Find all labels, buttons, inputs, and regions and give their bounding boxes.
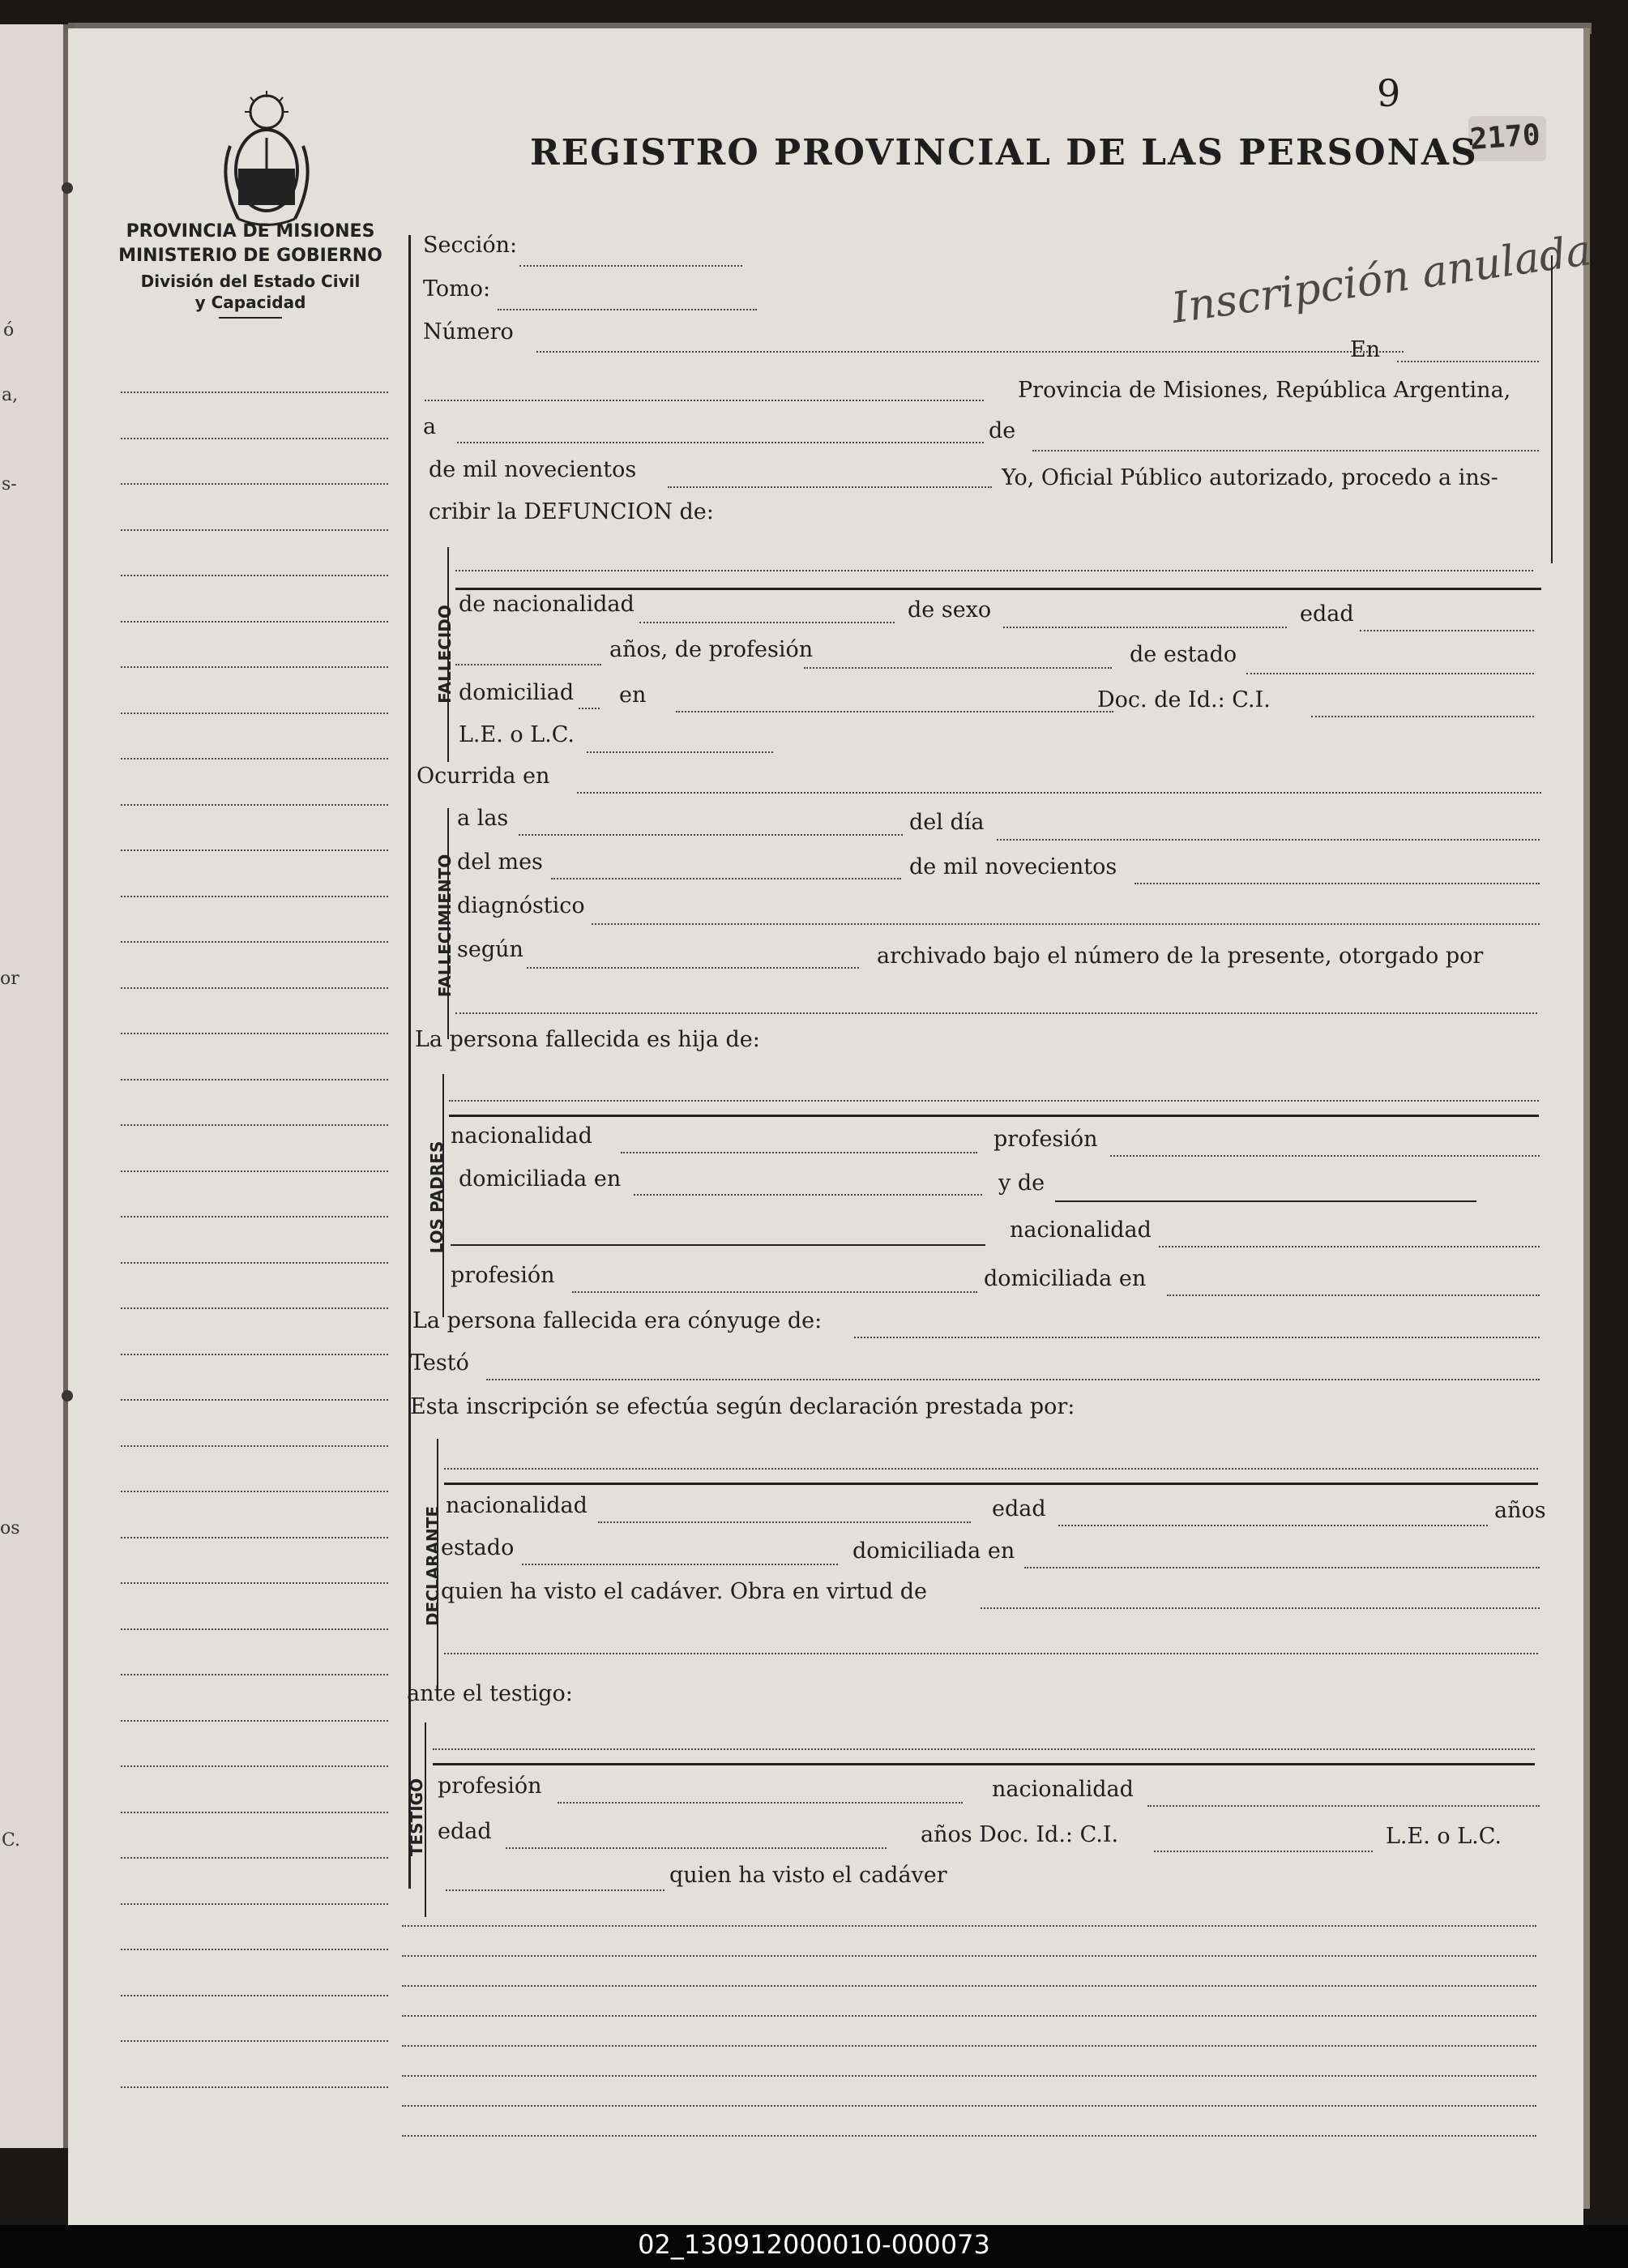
form-right-rule	[1551, 255, 1553, 563]
declarante-estado-label: estado	[441, 1535, 515, 1560]
fallecido-sexo-label: de sexo	[908, 597, 992, 623]
a-label: a	[423, 414, 437, 439]
fallecido-domiciliado-suffix-field[interactable]	[579, 708, 600, 709]
fecha-dia-field[interactable]	[457, 442, 984, 443]
padre-domicilio-field[interactable]	[634, 1194, 982, 1196]
coat-of-arms-icon	[214, 89, 319, 231]
fallecido-doc-label: Doc. de Id.: C.I.	[1097, 687, 1271, 712]
ante-testigo-label: ante el testigo:	[407, 1681, 573, 1706]
segun-field[interactable]	[527, 967, 859, 969]
testigo-profesion-label: profesión	[438, 1774, 542, 1799]
padres-nacionalidad-label: nacionalidad	[451, 1123, 592, 1149]
heading-underline	[219, 317, 282, 319]
declarante-nombre-rule	[444, 1483, 1538, 1485]
margin-note-line[interactable]	[121, 1903, 388, 1905]
segun-label: según	[457, 937, 523, 962]
margin-note-line[interactable]	[121, 1307, 388, 1309]
del-mes-label: del mes	[457, 849, 543, 875]
observaciones-line[interactable]	[402, 2075, 1536, 2077]
margin-note-line[interactable]	[121, 2086, 388, 2088]
declarante-side-label: DECLARANTE	[423, 1505, 442, 1627]
ocurrida-label: Ocurrida en	[417, 764, 550, 789]
padres-side-label: LOS PADRES	[427, 1140, 447, 1254]
fallecido-profesion-field[interactable]	[804, 667, 1112, 669]
province-heading: PROVINCIA DE MISIONES	[126, 221, 375, 242]
fallecido-estado-field[interactable]	[1246, 673, 1534, 674]
prev-page-fragment: os	[0, 1518, 20, 1538]
inscripcion-label: Esta inscripción se efectúa según declaración prestada por:	[410, 1394, 1075, 1419]
margin-note-line[interactable]	[121, 1170, 388, 1172]
form-left-rule	[408, 235, 411, 1889]
ministry-heading: MINISTERIO DE GOBIERNO	[118, 246, 382, 266]
margin-note-line[interactable]	[121, 1537, 388, 1538]
padres-domiciliada2-label: domiciliada en	[984, 1266, 1147, 1291]
margin-note-line[interactable]	[121, 666, 388, 668]
margin-note-line[interactable]	[121, 529, 388, 531]
observaciones-line[interactable]	[402, 2015, 1536, 2017]
margin-note-line[interactable]	[121, 1857, 388, 1859]
testigo-nacionalidad-field[interactable]	[1147, 1805, 1540, 1807]
register-stamp: 2170	[1468, 118, 1541, 156]
margin-note-line[interactable]	[121, 621, 388, 623]
margin-note-line[interactable]	[121, 804, 388, 806]
padre-nacionalidad-field[interactable]	[621, 1152, 977, 1153]
margin-note-line[interactable]	[121, 1216, 388, 1217]
fallecido-edad-field[interactable]	[1360, 630, 1534, 631]
fallecido-profesion-label: años, de profesión	[609, 637, 814, 662]
madre-domicilio-field[interactable]	[1167, 1294, 1540, 1296]
margin-note-line[interactable]	[121, 483, 388, 485]
fallecido-estado-label: de estado	[1130, 642, 1237, 667]
testigo-ci-field[interactable]	[1154, 1851, 1373, 1852]
fallecido-nacionalidad-label: de nacionalidad	[459, 592, 635, 617]
observaciones-line[interactable]	[402, 2105, 1536, 2107]
margin-note-line[interactable]	[121, 1995, 388, 1996]
declarante-cadaver-label: quien ha visto el cadáver. Obra en virtud de	[441, 1579, 928, 1604]
testigo-le-lc-label: L.E. o L.C.	[1386, 1824, 1502, 1849]
ocurrida-field[interactable]	[577, 792, 1541, 794]
mil-novecientos-label: de mil novecientos	[429, 457, 637, 482]
cancellation-signature: Inscripción anulada	[1169, 225, 1595, 334]
madre-nombre-field[interactable]	[1055, 1200, 1476, 1202]
del-dia-label: del día	[909, 810, 985, 835]
numero-field[interactable]	[536, 351, 1404, 353]
fallecimiento-anio-field[interactable]	[1134, 883, 1540, 884]
testigo-le-lc-field[interactable]	[446, 1889, 664, 1891]
fallecido-edad-label: edad	[1300, 601, 1354, 627]
diagnostico-label: diagnóstico	[457, 893, 585, 918]
fallecido-le-lc-label: L.E. o L.C.	[459, 722, 575, 747]
margin-note-line[interactable]	[121, 1445, 388, 1447]
declarante-domiciliada-label: domiciliada en	[852, 1538, 1015, 1564]
margin-note-line[interactable]	[121, 987, 388, 989]
tomo-label: Tomo:	[423, 276, 491, 302]
testigo-doc-label: años Doc. Id.: C.I.	[921, 1822, 1119, 1847]
file-id: 02_130912000010-000073	[638, 2229, 990, 2260]
a-las-label: a las	[457, 806, 509, 831]
fallecido-sexo-field[interactable]	[1003, 627, 1287, 628]
declarante-edad-field[interactable]	[1058, 1525, 1488, 1526]
seccion-field[interactable]	[519, 265, 742, 267]
declarante-estado-field[interactable]	[522, 1564, 838, 1565]
margin-note-line[interactable]	[121, 2040, 388, 2042]
prev-page-fragment: ó	[3, 320, 15, 340]
margin-note-line[interactable]	[121, 1582, 388, 1584]
margin-note-line[interactable]	[121, 1262, 388, 1264]
document-title: REGISTRO PROVINCIAL DE LAS PERSONAS	[530, 132, 1478, 173]
margin-note-line[interactable]	[121, 712, 388, 714]
testigo-edad-field[interactable]	[506, 1847, 887, 1849]
margin-note-line[interactable]	[121, 1674, 388, 1675]
margin-note-line[interactable]	[121, 392, 388, 393]
binding-hole	[62, 182, 73, 194]
fecha-anio-field[interactable]	[668, 486, 992, 488]
obra-en-virtud-field[interactable]	[981, 1607, 1540, 1609]
padre-nombre-rule	[449, 1115, 1539, 1117]
prev-page-fragment: or	[0, 969, 19, 989]
padre-nombre-field[interactable]	[449, 1100, 1539, 1102]
fallecido-le-lc-field[interactable]	[587, 751, 773, 753]
fallecimiento-mil-novecientos-label: de mil novecientos	[909, 854, 1117, 879]
hora-field[interactable]	[519, 834, 903, 836]
declarante-nacionalidad-field[interactable]	[598, 1521, 971, 1523]
margin-note-line[interactable]	[121, 1124, 388, 1126]
fallecido-nombre-rule	[455, 588, 1541, 590]
previous-page	[0, 24, 63, 2148]
margin-note-line[interactable]	[121, 849, 388, 851]
margin-note-line[interactable]	[121, 575, 388, 576]
page-number: 9	[1377, 71, 1401, 115]
oficial-label: Yo, Oficial Público autorizado, procedo a ins-	[1002, 465, 1498, 490]
margin-note-line[interactable]	[121, 1628, 388, 1630]
fecha-mes-field[interactable]	[1032, 450, 1539, 451]
fallecido-nacionalidad-field[interactable]	[639, 622, 895, 623]
testigo-cadaver-label: quien ha visto el cadáver	[669, 1863, 947, 1888]
conyuge-label: La persona fallecida era cónyuge de:	[412, 1308, 823, 1333]
padre-profesion-field[interactable]	[1110, 1155, 1540, 1157]
lugar-field[interactable]	[425, 400, 984, 401]
prev-page-fragment: a,	[2, 385, 19, 405]
register-page	[68, 28, 1595, 2225]
seccion-label: Sección:	[423, 233, 518, 258]
observaciones-line[interactable]	[402, 2045, 1536, 2047]
obra-en-virtud-cont-field[interactable]	[444, 1653, 1538, 1654]
declarante-nombre-field[interactable]	[444, 1468, 1538, 1470]
archivado-label: archivado bajo el número de la presente, otorgado por	[877, 944, 1484, 969]
fallecido-side-label: FALLECIDO	[435, 605, 455, 704]
observaciones-line[interactable]	[402, 1955, 1536, 1957]
y-de-label: y de	[998, 1170, 1045, 1196]
testigo-nombre-rule	[433, 1763, 1535, 1765]
margin-note-line[interactable]	[121, 1399, 388, 1401]
division-line1: División del Estado Civil	[140, 272, 361, 291]
testo-label: Testó	[410, 1350, 469, 1376]
padres-profesion2-label: profesión	[451, 1263, 555, 1288]
margin-note-line[interactable]	[121, 1812, 388, 1813]
margin-note-line[interactable]	[121, 1720, 388, 1722]
padres-domiciliada-label: domiciliada en	[459, 1166, 622, 1192]
testigo-nacionalidad-label: nacionalidad	[992, 1777, 1134, 1802]
padres-profesion-label: profesión	[993, 1127, 1098, 1152]
hija-de-label: La persona fallecida es hija de:	[415, 1027, 760, 1052]
mes-field[interactable]	[551, 878, 901, 879]
margin-note-line[interactable]	[121, 1765, 388, 1767]
fallecido-domicilio-field[interactable]	[676, 711, 1113, 712]
margin-note-line[interactable]	[121, 758, 388, 760]
prev-page-fragment: C.	[2, 1830, 21, 1851]
fallecido-nombre-field[interactable]	[455, 570, 1533, 571]
madre-nacionalidad-field[interactable]	[1159, 1246, 1540, 1247]
en-field[interactable]	[1397, 361, 1539, 362]
testigo-edad-label: edad	[438, 1819, 492, 1844]
margin-note-line[interactable]	[121, 1033, 388, 1034]
diagnostico-field[interactable]	[592, 923, 1540, 925]
observaciones-line[interactable]	[402, 1925, 1536, 1927]
en-label: En	[1350, 337, 1381, 362]
prev-page-fragment: s-	[2, 474, 17, 494]
padres-nacionalidad2-label: nacionalidad	[1010, 1217, 1152, 1243]
declarante-edad-label: edad	[992, 1496, 1046, 1521]
margin-note-line[interactable]	[121, 438, 388, 439]
declarante-anos-label: años	[1494, 1498, 1546, 1523]
tomo-field[interactable]	[498, 309, 757, 310]
binding-hole	[62, 1390, 73, 1401]
fallecido-anios-field[interactable]	[455, 664, 601, 665]
dia-field[interactable]	[997, 839, 1540, 841]
margin-note-line[interactable]	[121, 1354, 388, 1355]
declarante-nacionalidad-label: nacionalidad	[446, 1493, 588, 1518]
margin-note-line[interactable]	[121, 941, 388, 943]
testo-field[interactable]	[486, 1379, 1540, 1380]
fallecido-en-label: en	[619, 683, 647, 708]
madre-profesion-field[interactable]	[572, 1291, 977, 1293]
testigo-profesion-field[interactable]	[558, 1802, 963, 1804]
margin-note-line[interactable]	[121, 896, 388, 897]
conyuge-field[interactable]	[854, 1337, 1540, 1338]
margin-note-line[interactable]	[121, 1949, 388, 1950]
inscribir-label: cribir la DEFUNCION de:	[429, 499, 714, 524]
testigo-side-label: TESTIGO	[407, 1778, 426, 1857]
testigo-nombre-field[interactable]	[433, 1748, 1535, 1750]
madre-nombre-cont-field[interactable]	[451, 1244, 985, 1246]
de-label: de	[989, 418, 1016, 443]
observaciones-line[interactable]	[402, 1985, 1536, 1987]
margin-note-line[interactable]	[121, 1079, 388, 1081]
fallecimiento-side-label: FALLECIMIENTO	[435, 854, 455, 998]
fallecido-ci-field[interactable]	[1311, 716, 1534, 717]
declarante-domicilio-field[interactable]	[1024, 1567, 1540, 1568]
observaciones-line[interactable]	[402, 2135, 1536, 2137]
provincia-label: Provincia de Misiones, República Argentina,	[1018, 378, 1511, 403]
margin-note-line[interactable]	[121, 1491, 388, 1492]
fallecido-domiciliado-label: domiciliad	[459, 680, 575, 705]
division-line2: y Capacidad	[194, 293, 306, 312]
otorgado-por-field[interactable]	[455, 1012, 1537, 1014]
numero-label: Número	[423, 319, 514, 344]
